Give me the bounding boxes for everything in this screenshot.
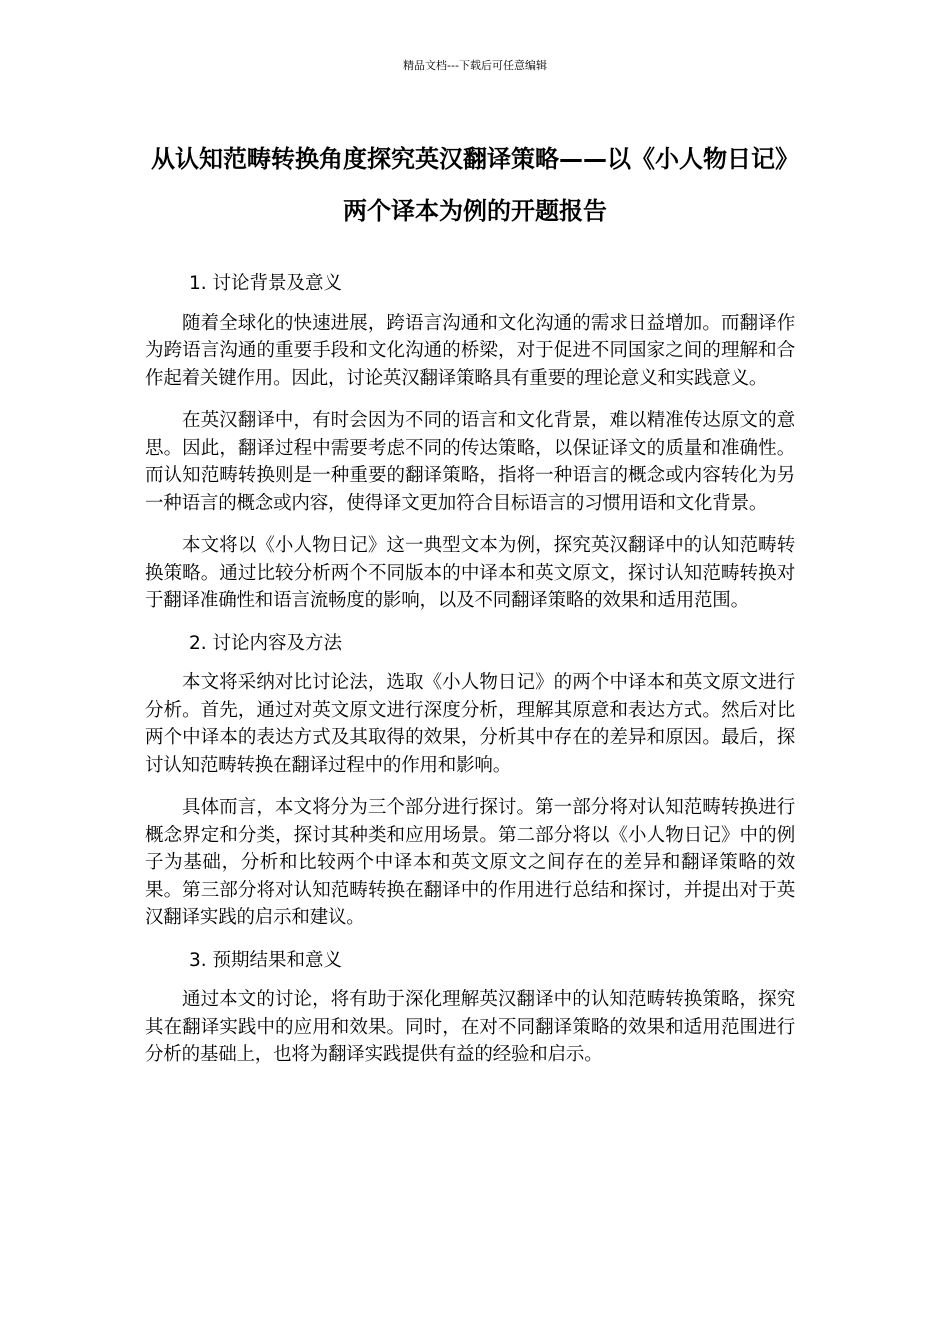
paragraph: 本文将以《小人物日记》这一典型文本为例，探究英汉翻译中的认知范畴转换策略。通过比较分析两个不同版本的中译本和英文原文，探讨认知范畴转换对于翻译准确性和语言流畅度的影响，以及不同翻译策略的效果和适用范围。 [145,535,795,611]
paragraph: 本文将采纳对比讨论法，选取《小人物日记》的两个中译本和英文原文进行分析。首先，通过对英文原文进行深度分析，理解其原意和表达方式。然后对比两个中译本的表达方式及其取得的效果，分析其中存在的差异和原因。最后，探讨认知范畴转换在翻译过程中的作用和影响。 [145,672,795,776]
header-note: 精品文档---下载后可任意编辑 [403,59,547,72]
document-body [145,270,795,1084]
section-heading: 2. 讨论内容及方法 [189,632,343,654]
paragraph: 在英汉翻译中，有时会因为不同的语言和文化背景，难以精准传达原文的意思。因此，翻译过程中需要考虑不同的传达策略，以保证译文的质量和准确性。而认知范畴转换则是一种重要的翻译策略，指将一种语言的概念或内容转化为另一种语言的概念或内容，使得译文更加符合目标语言的习惯用语和文化背景。 [145,410,795,514]
document-title: 从认知范畴转换角度探究英汉翻译策略——以《小人物日记》两个译本为例的开题报告 [151,145,799,225]
section-heading: 3. 预期结果和意义 [189,949,343,971]
paragraph: 通过本文的讨论，将有助于深化理解英汉翻译中的认知范畴转换策略，探究其在翻译实践中的应用和效果。同时，在对不同翻译策略的效果和适用范围进行分析的基础上，也将为翻译实践提供有益的经验和启示。 [145,989,795,1065]
section-heading: 1. 讨论背景及意义 [189,273,343,294]
paragraph: 具体而言，本文将分为三个部分进行探讨。第一部分将对认知范畴转换进行概念界定和分类，探讨其种类和应用场景。第二部分将以《小人物日记》中的例子为基础，分析和比较两个中译本和英文原文之间存在的差异和翻译策略的效果。第三部分将对认知范畴转换在翻译中的作用进行总结和探讨，并提出对于英汉翻译实践的启示和建议。 [145,797,795,928]
paragraph: 随着全球化的快速进展，跨语言沟通和文化沟通的需求日益增加。而翻译作为跨语言沟通的重要手段和文化沟通的桥梁，对于促进不同国家之间的理解和合作起着关键作用。因此，讨论英汉翻译策略具有重要的理论意义和实践意义。 [145,312,795,389]
